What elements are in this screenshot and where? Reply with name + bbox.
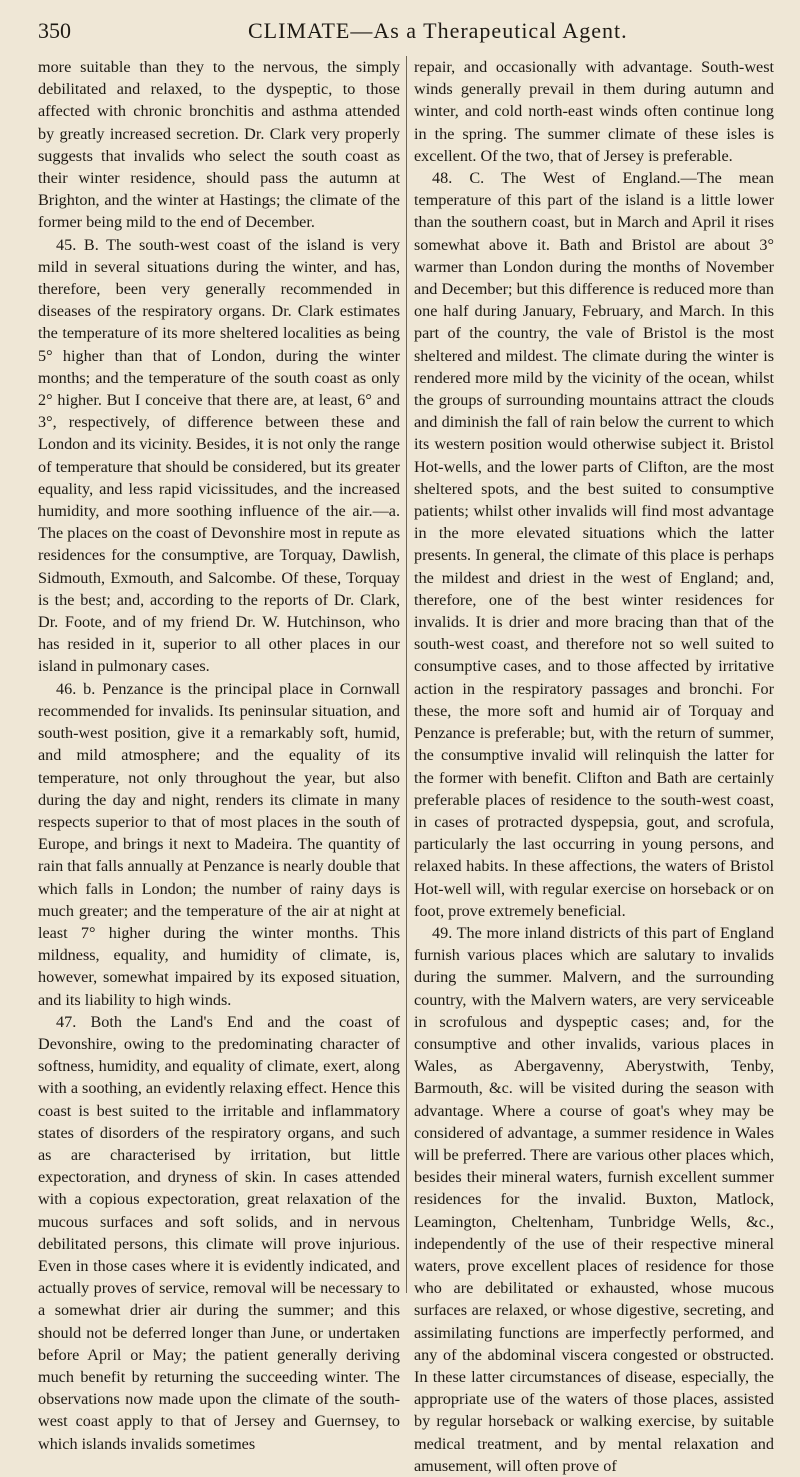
- paragraph-48: 48. C. The West of England.—The mean temperature of this part of the island is a little lower than the southern coast, but in March and April it rises somewhat above it. Bath and Bristol are about 3° warmer than London during the months of November and December; but this difference is reduced more than one half during January, February, and March. In this part of the country, the vale of Bristol is the most sheltered and mildest. The climate during the winter is rendered more mild by the vicinity of the ocean, whilst the groups of surrounding mountains attract the clouds and diminish the fall of rain below the current to which its western position would otherwise subject it. Bristol Hot-wells, and the lower parts of Clifton, are the most sheltered spots, and the best suited to consumptive patients; whilst other invalids will find most advantage in the more elevated situations which the latter presents. In general, the climate of this place is perhaps the mildest and driest in the west of England; and, therefore, one of the best winter residences for invalids. It is drier and more bracing than that of the south-west coast, and therefore not so well suited to consumptive cases, and to those affected by irritative action in the respiratory passages and bronchi. For these, the more soft and humid air of Torquay and Penzance is preferable; but, with the return of summer, the consumptive invalid will relinquish the latter for the former with benefit. Clifton and Bath are certainly preferable places of residence to the south-west coast, in cases of protracted dyspepsia, gout, and scrofula, particularly the last occurring in young persons, and relaxed habits. In these affections, the waters of Bristol Hot-well will, with regular exercise on horseback or on foot, prove extremely beneficial.: [414, 169, 774, 920]
- left-column: [38, 56, 401, 1453]
- paragraph-45: 45. B. The south-west coast of the island is very mild in several situations during the winter, and has, therefore, been very generally recommended in diseases of the respiratory organs. Dr. Clark estimates the temperature of its more sheltered localities as being 5° higher than that of London, during the winter months; and the temperature of the south coast as only 2° higher. But I conceive that there are, at least, 6° and 3°, respectively, of difference between these and London and its vicinity. Besides, it is not only the range of temperature that should be considered, but its greater equality, and less rapid vicissitudes, and the increased humidity, and more soothing influence of the air.—a. The places on the coast of Devonshire most in repute as residences for the consumptive, are Torquay, Dawlish, Sidmouth, Exmouth, and Salcombe. Of these, Torquay is the best; and, according to the reports of Dr. Clark, Dr. Foote, and of my friend Dr. W. Hutchinson, who has resided in it, superior to all other places in our island in pulmonary cases.: [38, 235, 400, 676]
- paragraph-continued: more suitable than they to the nervous, the simply debilitated and relaxed, to the dyspeptic, to those affected with chronic bronchitis and asthma attended by greatly increased secretion. Dr. Clark very properly suggests that invalids who select the south coast as their winter residence, should pass the autumn at Brighton, and the winter at Hastings; the climate of the former being mild to the end of December.: [38, 58, 400, 232]
- right-column: [414, 56, 774, 1475]
- page-number: 350: [38, 18, 71, 43]
- paragraph-49: 49. The more inland districts of this part of England furnish various places which are salutary to invalids during the summer. Malvern, and the surrounding country, with the Malvern waters, are very serviceable in scrofulous and dyspeptic cases; and, for the consumptive and other invalids, various places in Wales, as Abergavenny, Aberystwith, Tenby, Barmouth, &c. will be visited during the season with advantage. Where a course of goat's whey may be considered of advantage, a summer residence in Wales will be preferred. There are various other places which, besides their mineral waters, furnish excellent summer residences for the invalid. Buxton, Matlock, Leamington, Cheltenham, Tunbridge Wells, &c., independently of the use of their respective mineral waters, prove excellent places of residence for those who are debilitated or exhausted, whose mucous surfaces are relaxed, or whose digestive, secreting, and assimilating functions are imperfectly performed, and any of the abdominal viscera congested or obstructed. In these latter circumstances of disease, especially, the appropriate use of the waters of those places, assisted by regular horseback or walking exercise, by suitable medical treatment, and by mental relaxation and amusement, will often prove of: [414, 923, 774, 1475]
- paragraph-46: 46. b. Penzance is the principal place in Cornwall recommended for invalids. Its peninsular situation, and south-west position, give it a remarkably soft, humid, and mild atmosphere; and the equality of its temperature, not only throughout the year, but also during the day and night, renders its climate in many respects superior to that of most places in the south of Europe, and brings it next to Madeira. The quantity of rain that falls annually at Penzance is nearly double that which falls in London; the number of rainy days is much greater; and the temperature of the air at night at least 7° higher during the winter months. This mildness, equality, and humidity of climate, is, however, somewhat impaired by its exposed situation, and its liability to high winds.: [38, 679, 400, 1009]
- paragraph-47: 47. Both the Land's End and the coast of Devonshire, owing to the predominating character of softness, humidity, and equality of climate, exert, along with a soothing, an evidently relaxing effect. Hence this coast is best suited to the irritable and inflammatory states of disorders of the respiratory organs, and such as are characterised by irritation, but little expectoration, and dryness of skin. In cases attended with a copious expectoration, great relaxation of the mucous surfaces and soft solids, and in nervous debilitated persons, this climate will prove injurious. Even in those cases where it is evidently indicated, and actually proves of service, removal will be necessary to a somewhat drier air during the summer; and this should not be deferred longer than June, or undertaken before April or May; the patient generally deriving much benefit by returning the succeeding winter. The observations now made upon the climate of the south-west coast apply to that of Jersey and Guernsey, to which islands invalids sometimes: [38, 1012, 401, 1453]
- running-title: CLIMATE—As a Therapeutical Agent.: [248, 18, 628, 43]
- paragraph-continued-right: repair, and occasionally with advantage. South-west winds generally prevail in them during autumn and winter, and cold north-east winds often continue long in the spring. The summer climate of these isles is excellent. Of the two, that of Jersey is preferable.: [414, 58, 774, 165]
- page-header: [38, 14, 770, 48]
- column-divider: [406, 56, 407, 1293]
